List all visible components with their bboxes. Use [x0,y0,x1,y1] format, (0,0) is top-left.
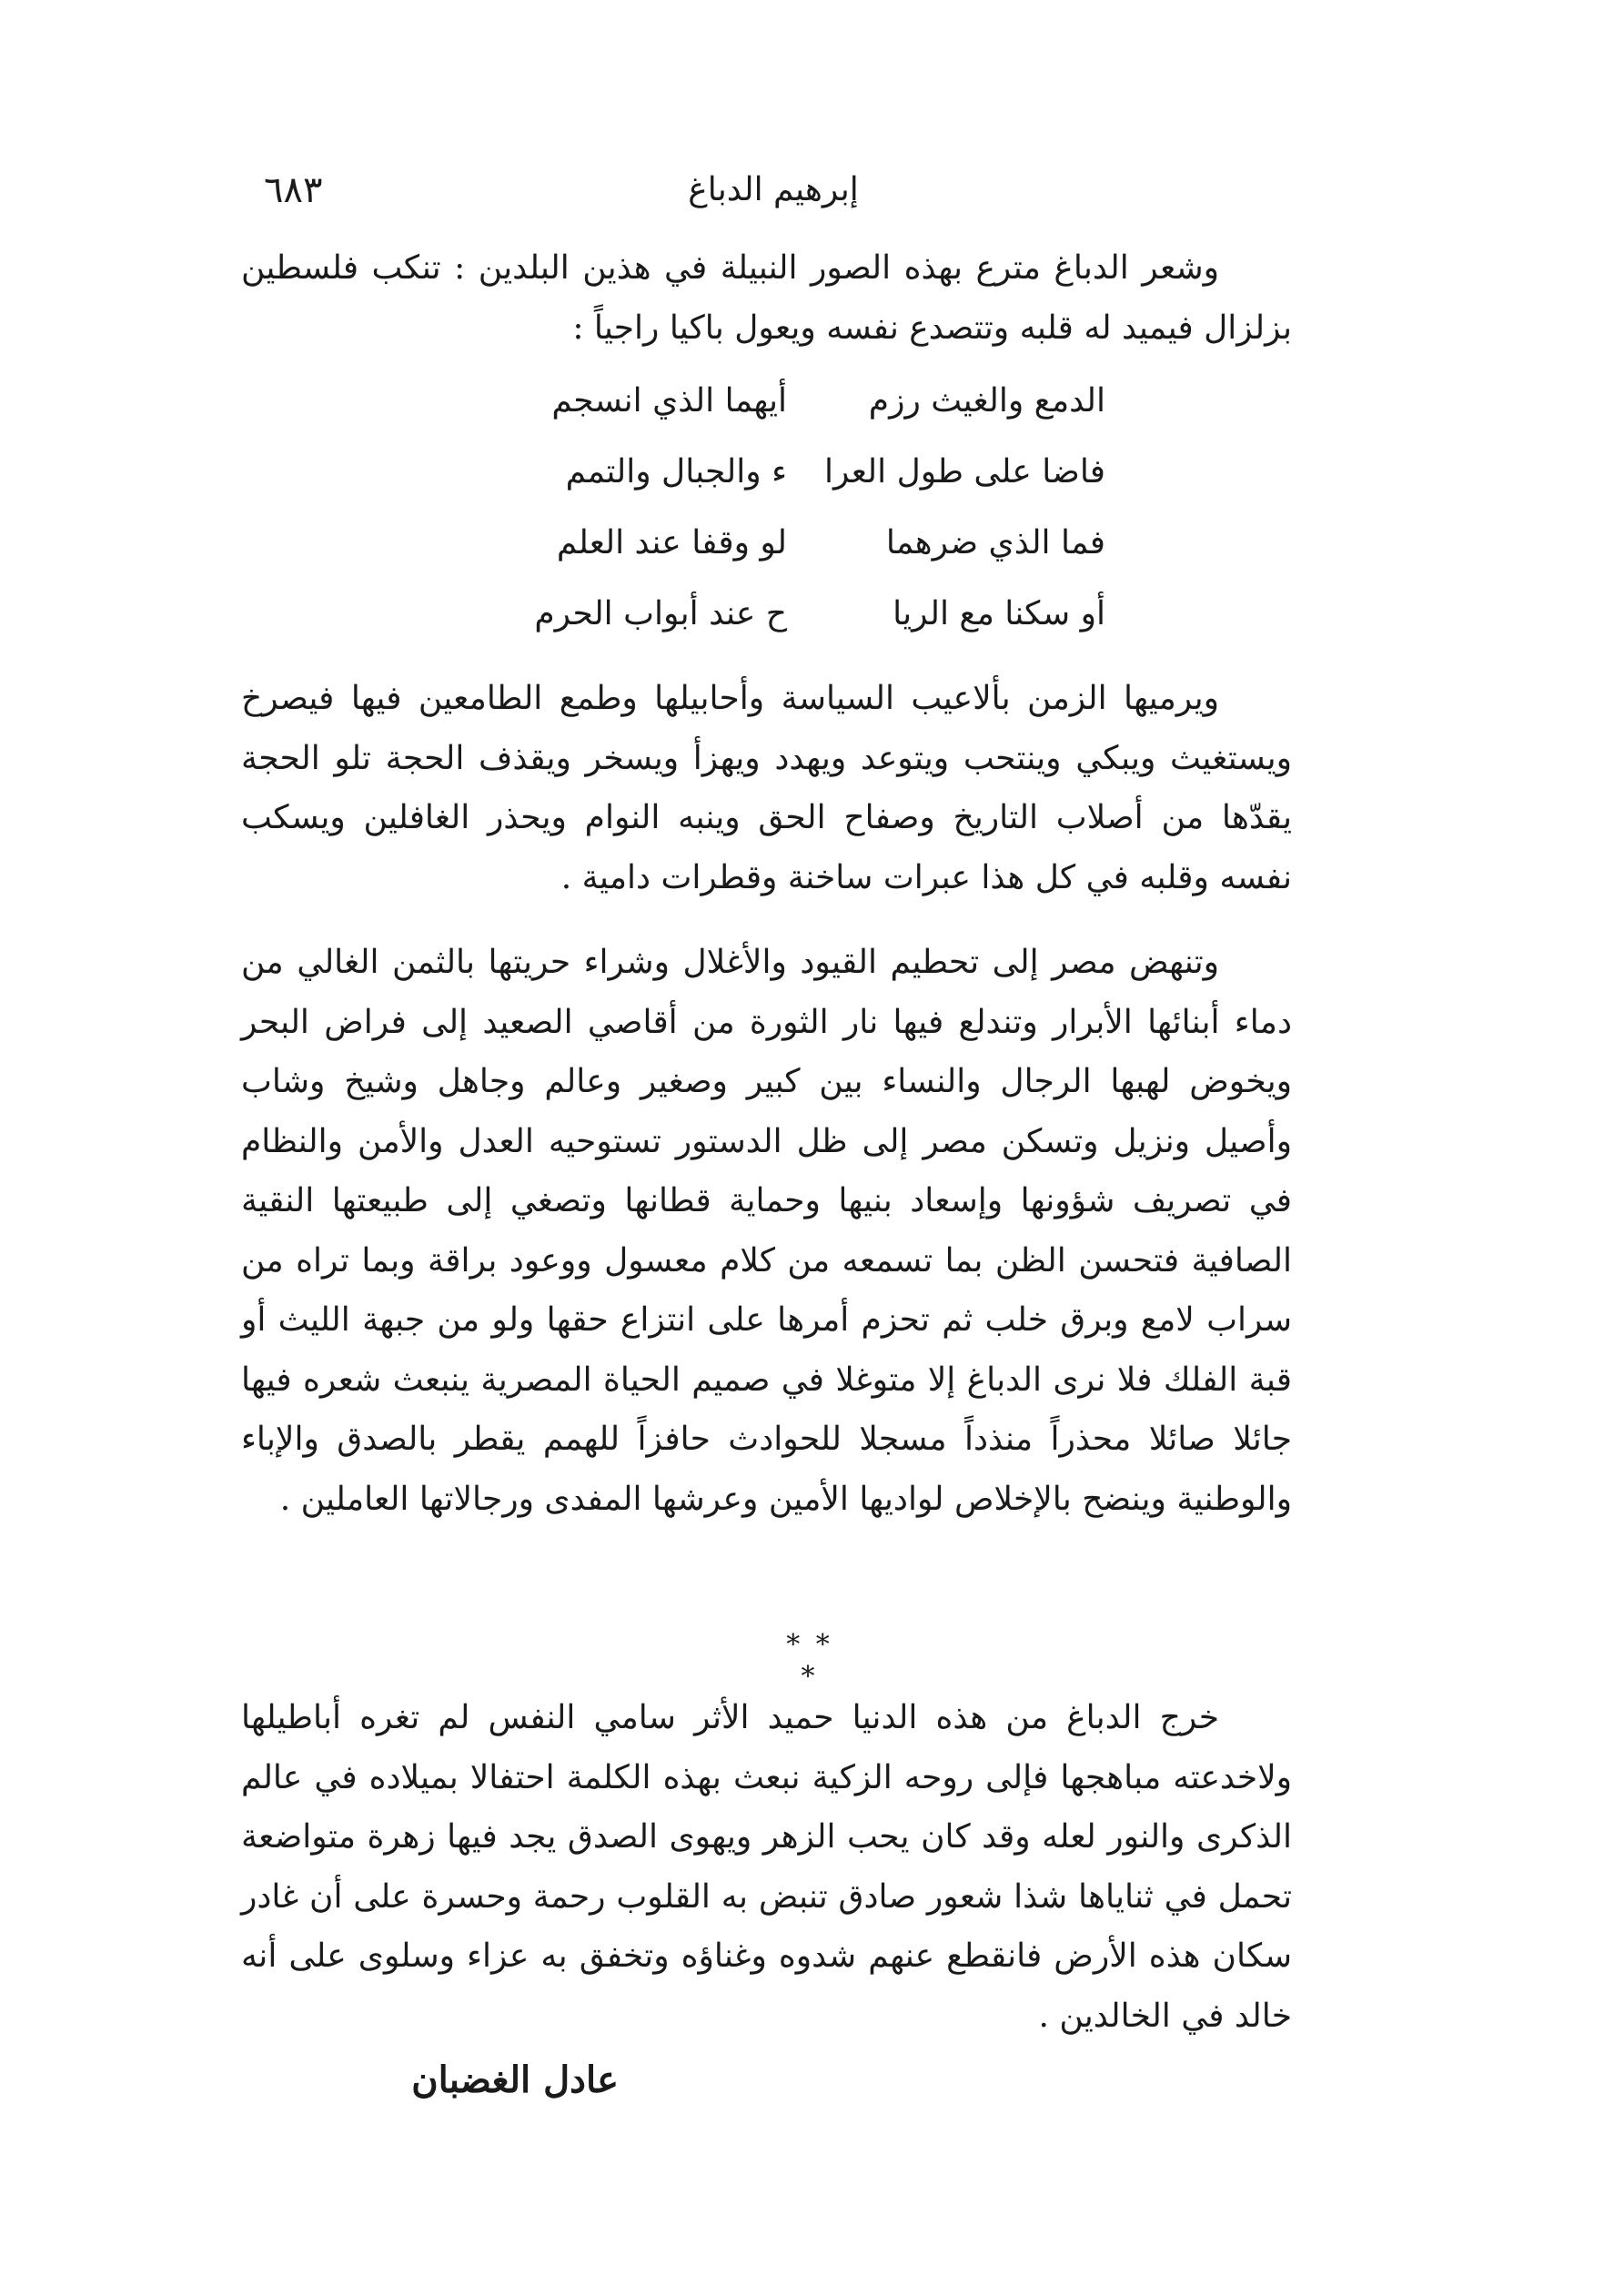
verse-first-hemistich: أو سكنا مع الريا [893,595,1105,632]
section-ornament: * * * [786,1629,833,1693]
page-number: ٦٨٣ [264,169,323,211]
verse-line [505,524,1105,595]
closing-paragraph: خرج الدباغ من هذه الدنيا حميد الأثر سامي النفس لم تغره أباطيلها ولاخدعته مباهجها فإلى روحه الزكية نبعث بهذه الكلمة احتفالا بميلاده في عالم الذكرى والنور لعله وقد كان يحب الزهر ويهوى الصدق يجد فيها زهرة متواضعة تحمل في ثناياها شذا شعور صادق تنبض به القلوب رحمة وحسرة على أن غادر سكان هذه الأرض فانقطع عنهم شدوه وغناؤه وتخفق به عزاء وسلوى على أنه خالد في الخالدين . [241,1699,1292,2035]
body-paragraph: وتنهض مصر إلى تحطيم القيود والأغلال وشراء حريتها بالثمن الغالي من دماء أبنائها الأبرار وتندلع فيها نار الثورة من أقاصي الصعيد إلى فراض البحر ويخوض لهبها الرجال والنساء بين كبير وصغير وعالم وجاهل وشيخ وشاب وأصيل ونزيل وتسكن مصر إلى ظل الدستور تستوحيه العدل والأمن والنظام في تصريف شؤونها وإسعاد بنيها وحماية قطانها وتصغي إلى طبيعتها النقية الصافية فتحسن الظن بما تسمعه من كلام معسول ووعود براقة وبما تراه من سراب لامع وبرق خلب ثم تحزم أمرها على انتزاع حقها ولو من جبهة الليث أو قبة الفلك فلا نرى الدباغ إلا متوغلا في صميم الحياة المصرية ينبعث شعره فيها جائلا صائلا محذراً منذداً مسجلا للحوادث حافزاً للهمم يقطر بالصدق والإباء والوطنية وينضح بالإخلاص لواديها الأمين وعرشها المفدى ورجالاتها العاملين . [241,944,1292,1518]
verse-first-hemistich: الدمع والغيث رزم [868,382,1105,420]
verse-first-hemistich: فاضا على طول العرا [823,453,1105,491]
verse-second-hemistich: لو وقفا عند العلم [556,524,787,561]
running-head [264,169,1283,215]
intro-paragraph: وشعر الدباغ مترع بهذه الصور النبيلة في هذين البلدين : تنكب فلسطين بزلزال فيميد له قلبه وتتصدع نفسه ويعول باكيا راجياً : [241,249,1292,347]
verse-second-hemistich: ح عند أبواب الحرم [534,595,787,632]
verse-second-hemistich: أيهما الذي انسجم [551,382,787,420]
body-paragraph: ويرميها الزمن بألاعيب السياسة وأحابيلها وطمع الطامعين فيها فيصرخ ويستغيث ويبكي وينتحب ويتوعد ويهدد ويهزأ ويسخر ويقذف الحجة تلو الحجة يقدّها من أصلاب التاريخ وصفاح الحق وينبه النوام ويحذر الغافلين ويسكب نفسه وقلبه في كل هذا عبرات ساخنة وقطرات دامية . [241,680,1292,896]
verse-line [505,453,1105,524]
verse-first-hemistich: فما الذي ضرهما [885,524,1105,561]
author-signature: عادل الغضبان [411,2058,619,2101]
poem-block [505,382,1105,666]
verse-second-hemistich: ء والجبال والتمم [565,453,787,491]
verse-line [505,595,1105,666]
running-title: إبرهيم الدباغ [688,171,859,208]
verse-line [505,382,1105,453]
